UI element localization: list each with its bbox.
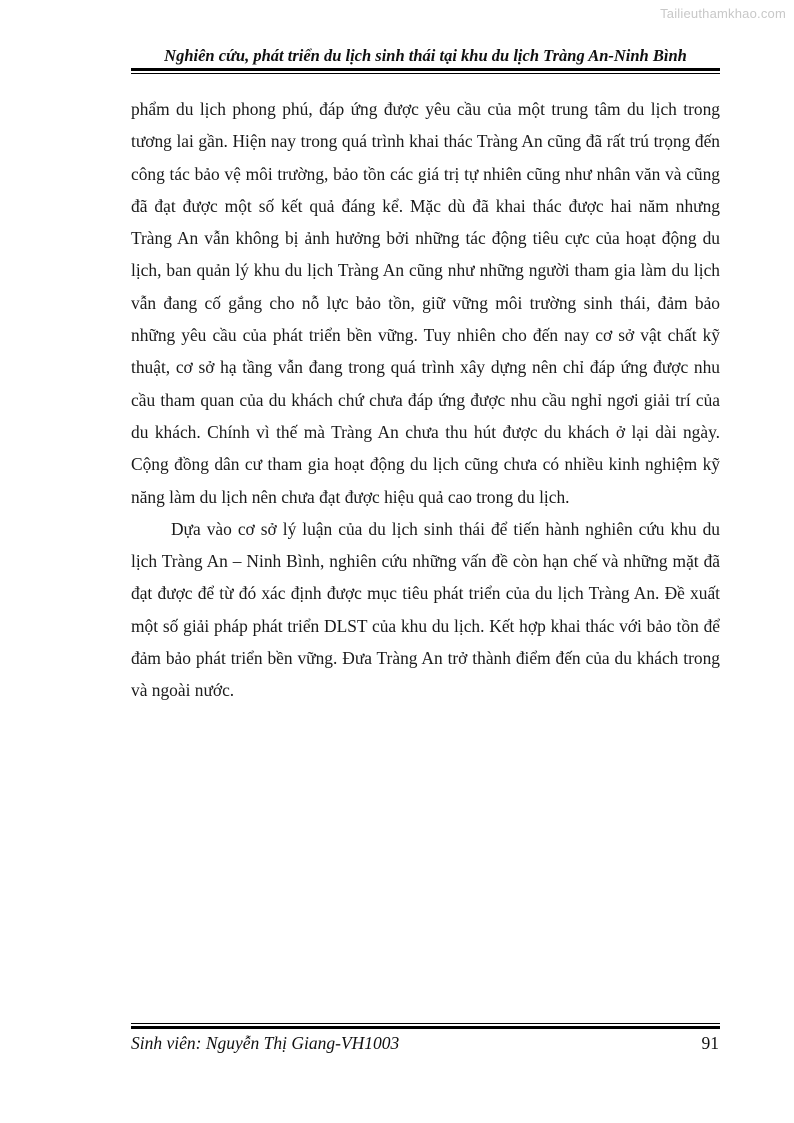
paragraph-2: Dựa vào cơ sở lý luận của du lịch sinh thái để tiến hành nghiên cứu khu du lịch Tràng An – Ninh Bình, nghiên cứu những vấn đề còn hạn chế và những mặt đã đạt được để từ đó xác định được mục tiêu phát triển của du lịch Tràng An. Đề xuất một số giải pháp phát triển DLST của khu du lịch. Kết hợp khai thác với bảo tồn để đảm bảo phát triển bền vững. Đưa Tràng An trở thành điểm đến của du khách trong và ngoài nước. bbox=[131, 518, 720, 701]
paragraph-1: phẩm du lịch phong phú, đáp ứng được yêu cầu của một trung tâm du lịch trong tương lai gần. Hiện nay trong quá trình khai thác Tràng An cũng đã rất trú trọng đến công tác bảo vệ môi trường, bảo tồn các giá trị tự nhiên cũng như nhân văn và cũng đã đạt được một số kết quả đáng kể. Mặc dù đã khai thác được hai năm nhưng Tràng An vẫn không bị ảnh hưởng bởi những tác động tiêu cực của hoạt động du lịch, ban quản lý khu du lịch Tràng An cũng như những người tham gia làm du lịch vẫn đang cố gắng cho nỗ lực bảo tồn, giữ vững môi trường sinh thái, đảm bảo những yêu cầu của phát triển bền vững. Tuy nhiên cho đến nay cơ sở vật chất kỹ thuật, cơ sở hạ tầng vẫn đang trong quá trình xây dựng nên chỉ đáp ứng được nhu cầu tham quan của du khách chứ chưa đáp ứng được nhu cầu nghỉ ngơi giải trí của du khách. Chính vì thế mà Tràng An chưa thu hút được du khách ở lại dài ngày. Cộng đồng dân cư tham gia hoạt động du lịch cũng chưa có nhiều kinh nghiệm kỹ năng làm du lịch nên chưa đạt được hiệu quả cao trong du lịch. bbox=[131, 99, 720, 507]
footer-rule-thick bbox=[131, 1026, 720, 1029]
header-rule-thin bbox=[131, 73, 720, 74]
footer-author: Sinh viên: Nguyễn Thị Giang-VH1003 bbox=[131, 1033, 400, 1053]
page-number: 91 bbox=[701, 1033, 719, 1053]
watermark-text: Tailieuthamkhao.com bbox=[660, 6, 786, 21]
body-text bbox=[131, 93, 720, 707]
running-header: Nghiên cứu, phát triển du lịch sinh thái tại khu du lịch Tràng An-Ninh Bình bbox=[164, 46, 687, 65]
header-rule-thick bbox=[131, 68, 720, 71]
footer-rule-thin bbox=[131, 1023, 720, 1024]
